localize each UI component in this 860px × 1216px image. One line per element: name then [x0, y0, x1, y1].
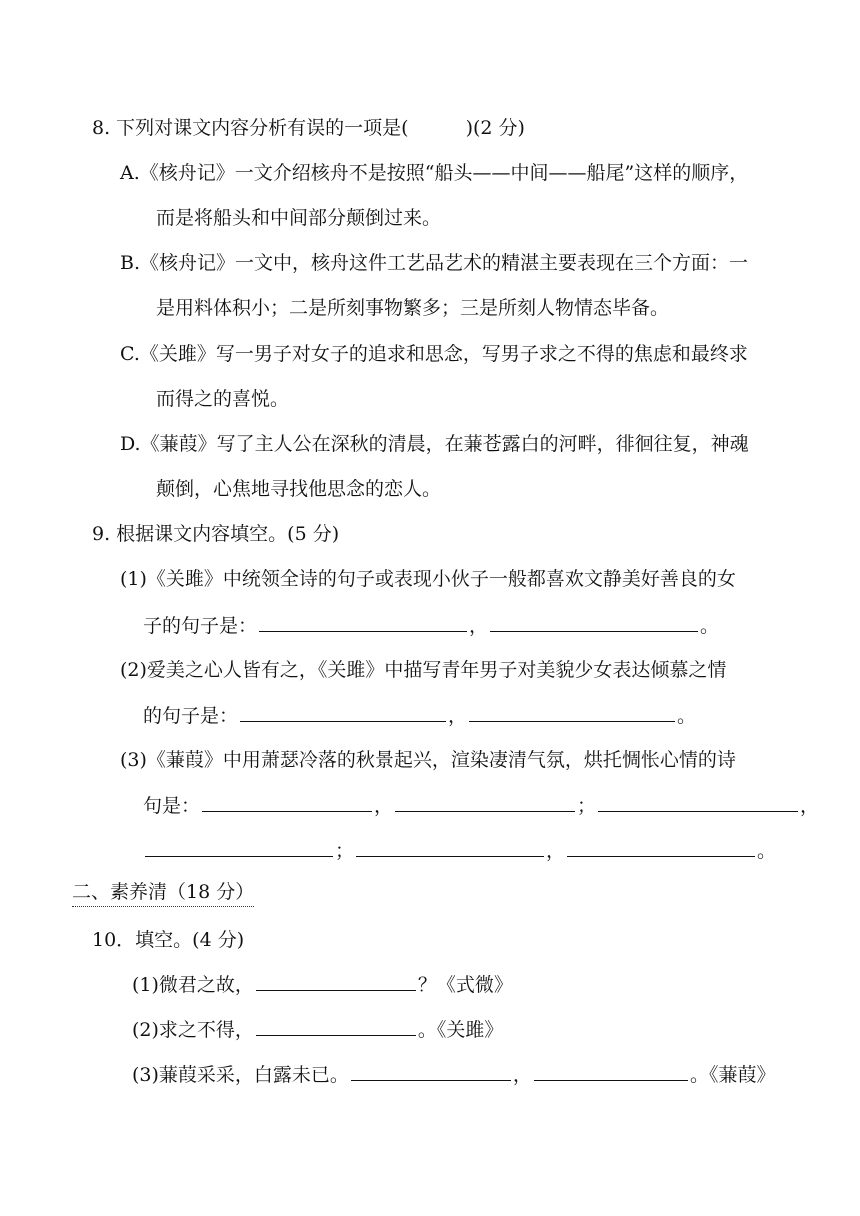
question-9-part-1-line-1: (1)《关雎》中统领全诗的句子或表现小伙子一般都喜欢文静美好善良的女	[120, 568, 736, 590]
question-8-option-a-line-1: A.《核舟记》一文介绍核舟不是按照“船头——中间——船尾”这样的顺序，	[120, 162, 749, 184]
question-10-item-2	[132, 1015, 503, 1043]
item-prefix: (1)微君之故，	[132, 974, 254, 996]
answer-prefix: 句是：	[143, 795, 201, 817]
period: 。	[700, 615, 720, 637]
question-8-option-b-line-1: B.《核舟记》一文中，核舟这件工艺品艺术的精湛主要表现在三个方面：一	[120, 252, 749, 274]
semicolon: ；	[577, 795, 597, 817]
answer-prefix: 子的句子是：	[143, 615, 258, 637]
answer-blank[interactable]	[534, 1060, 688, 1081]
item-suffix: ？《式微》	[417, 974, 513, 996]
answer-blank[interactable]	[240, 701, 446, 722]
period: 。	[677, 705, 697, 727]
section-2-heading: 二、素养清（18 分）	[72, 880, 254, 907]
answer-blank[interactable]	[259, 611, 467, 632]
answer-blank[interactable]	[395, 791, 575, 812]
question-10-item-3	[132, 1060, 775, 1088]
answer-blank[interactable]	[356, 836, 544, 857]
answer-blank[interactable]	[469, 701, 675, 722]
semicolon: ；	[335, 840, 355, 862]
answer-blank[interactable]	[351, 1060, 511, 1081]
question-9-part-2-answer-line	[143, 701, 696, 729]
question-8-option-c-line-2: 而得之的喜悦。	[156, 388, 290, 410]
question-9-stem: 9. 根据课文内容填空。(5 分)	[92, 523, 340, 545]
answer-blank[interactable]	[202, 791, 372, 812]
question-8-stem: 8. 下列对课文内容分析有误的一项是( )(2 分)	[92, 117, 525, 139]
question-8-option-d-line-1: D.《蒹葭》写了主人公在深秋的清晨，在蒹苍露白的河畔，徘徊往复，神魂	[120, 433, 749, 455]
comma: ，	[448, 705, 468, 727]
comma: ，	[546, 840, 566, 862]
answer-blank[interactable]	[256, 970, 416, 991]
question-9-part-2-line-1: (2)爱美之心人皆有之，《关雎》中描写青年男子对美貌少女表达倾慕之情	[120, 659, 727, 681]
answer-blank[interactable]	[490, 611, 698, 632]
question-8-option-b-line-2: 是用料体积小；二是所刻事物繁多；三是所刻人物情态毕备。	[156, 297, 670, 319]
question-9-part-3-line-1: (3)《蒹葭》中用萧瑟冷落的秋景起兴，渲染凄清气氛，烘托惆怅心情的诗	[120, 749, 736, 771]
item-suffix: 。《蒹葭》	[689, 1064, 776, 1086]
item-suffix: 。《关雎》	[417, 1019, 504, 1041]
item-mid: ，	[512, 1064, 532, 1086]
answer-blank[interactable]	[598, 791, 798, 812]
comma: ，	[800, 795, 820, 817]
question-8-option-c-line-1: C.《关雎》写一男子对女子的追求和思念，写男子求之不得的焦虑和最终求	[120, 343, 748, 365]
question-8-option-d-line-2: 颠倒，心焦地寻找他思念的恋人。	[156, 478, 442, 500]
period: 。	[757, 840, 777, 862]
question-9-part-1-answer-line	[143, 611, 719, 639]
answer-prefix: 的句子是：	[143, 705, 239, 727]
question-9-part-3-answer-line-2	[143, 836, 776, 864]
question-9-part-3-answer-line-1	[143, 791, 819, 819]
question-10-stem: 10．填空。(4 分)	[92, 929, 245, 951]
comma: ，	[469, 615, 489, 637]
answer-blank[interactable]	[567, 836, 755, 857]
comma: ，	[374, 795, 394, 817]
question-8-option-a-line-2: 而是将船头和中间部分颠倒过来。	[156, 207, 442, 229]
answer-blank[interactable]	[145, 836, 333, 857]
answer-blank[interactable]	[256, 1015, 416, 1036]
item-prefix: (3)蒹葭采采，白露未已。	[132, 1064, 349, 1086]
question-10-item-1	[132, 970, 513, 998]
item-prefix: (2)求之不得，	[132, 1019, 254, 1041]
